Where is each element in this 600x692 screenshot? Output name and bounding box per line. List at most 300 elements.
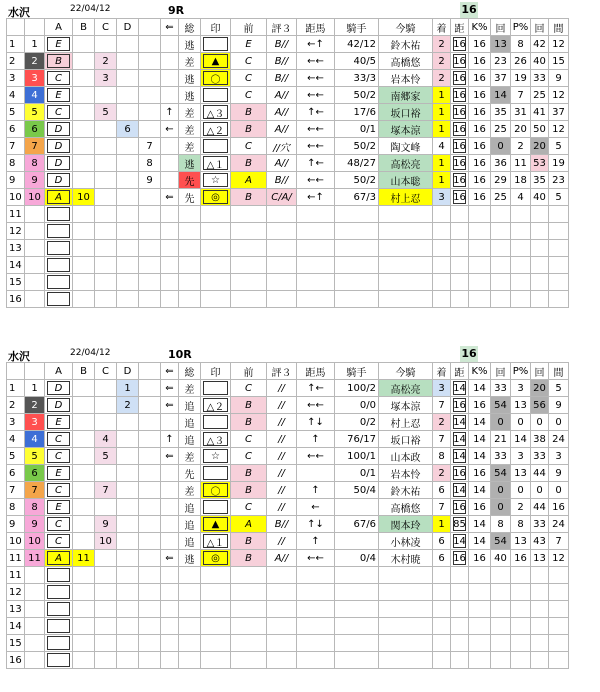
empty-cell	[201, 567, 231, 584]
jockey-cell: 山本聡	[379, 172, 433, 189]
empty-cell	[531, 257, 549, 274]
rank-b-cell	[73, 36, 95, 53]
table-row[interactable]	[7, 397, 569, 414]
empty-cell	[231, 206, 267, 223]
arrow-cell	[161, 87, 179, 104]
k-percent-cell: 0	[491, 138, 511, 155]
k-percent-cell: 25	[491, 189, 511, 206]
arrow-cell	[161, 516, 179, 533]
gate-cell: 6	[25, 121, 45, 138]
empty-cell	[511, 635, 531, 652]
empty-cell	[531, 618, 549, 635]
empty-cell	[433, 206, 451, 223]
prev-cell: C	[231, 70, 267, 87]
table-row[interactable]	[7, 533, 569, 550]
empty-cell	[161, 567, 179, 584]
count2-cell: 16	[549, 499, 569, 516]
empty-cell	[117, 291, 139, 308]
gate-cell	[25, 240, 45, 257]
empty-cell	[73, 206, 95, 223]
rank-d-cell	[117, 104, 139, 121]
empty-cell	[297, 567, 335, 584]
distance-horse-cell: ←	[297, 499, 335, 516]
eval-cell: //	[267, 397, 297, 414]
rank-d2-cell	[139, 380, 161, 397]
rank-c-cell: 10	[95, 533, 117, 550]
empty-cell	[201, 618, 231, 635]
prev-cell: B	[231, 465, 267, 482]
p-percent-cell: 33	[531, 516, 549, 533]
empty-cell	[491, 635, 511, 652]
table-row[interactable]	[7, 448, 569, 465]
column-header: 騎手	[335, 363, 379, 380]
row-number: 3	[7, 70, 25, 87]
table-row[interactable]	[7, 172, 569, 189]
count2-cell: 12	[549, 36, 569, 53]
distance-cell: 14	[469, 448, 491, 465]
empty-cell	[511, 223, 531, 240]
distance-label: 16	[461, 347, 477, 360]
gate-cell	[25, 257, 45, 274]
k-percent-cell: 36	[491, 155, 511, 172]
prev-cell: B	[231, 550, 267, 567]
empty-cell	[95, 291, 117, 308]
eval-cell: B//	[267, 172, 297, 189]
gate-cell: 5	[25, 104, 45, 121]
current-ride-cell: 4	[433, 138, 451, 155]
empty-row	[7, 601, 569, 618]
count2-cell: 12	[549, 121, 569, 138]
row-number: 16	[7, 291, 25, 308]
eval-cell: A//	[267, 155, 297, 172]
empty-cell	[379, 618, 433, 635]
distance-cell: 14	[469, 431, 491, 448]
empty-cell	[469, 601, 491, 618]
style-cell: 差	[179, 448, 201, 465]
empty-cell	[95, 274, 117, 291]
column-header: 前	[231, 363, 267, 380]
prev-cell: C	[231, 138, 267, 155]
style-cell: 差	[179, 104, 201, 121]
empty-cell	[161, 618, 179, 635]
finish-value: 14	[453, 382, 466, 394]
empty-cell	[433, 257, 451, 274]
rank-d2-cell	[139, 431, 161, 448]
rank-d-cell	[117, 87, 139, 104]
count-cell: 11	[511, 155, 531, 172]
table-row[interactable]	[7, 465, 569, 482]
table-row[interactable]	[7, 121, 569, 138]
empty-cell	[531, 567, 549, 584]
style-cell: 追	[179, 516, 201, 533]
finish-value: 16	[453, 501, 466, 513]
table-row[interactable]	[7, 104, 569, 121]
empty-cell	[117, 206, 139, 223]
empty-row	[7, 652, 569, 669]
mark-cell	[201, 516, 231, 533]
jockey-score-cell: 100/2	[335, 380, 379, 397]
empty-cell	[139, 223, 161, 240]
rank-c-cell	[95, 172, 117, 189]
empty-cell	[231, 652, 267, 669]
empty-cell	[179, 584, 201, 601]
column-header: 印	[201, 363, 231, 380]
empty-cell	[379, 257, 433, 274]
style-cell: 先	[179, 465, 201, 482]
column-header: C	[95, 363, 117, 380]
current-ride-cell: 8	[433, 448, 451, 465]
empty-row	[7, 223, 569, 240]
rank-b-cell	[73, 397, 95, 414]
empty-cell	[161, 274, 179, 291]
finish-cell	[451, 482, 469, 499]
empty-cell	[95, 240, 117, 257]
row-number: 7	[7, 482, 25, 499]
table-row[interactable]	[7, 155, 569, 172]
gate-cell: 7	[25, 482, 45, 499]
p-percent-cell: 33	[531, 448, 549, 465]
rank-a-cell	[45, 291, 73, 308]
table-row[interactable]	[7, 53, 569, 70]
empty-cell	[201, 601, 231, 618]
arrow-cell	[161, 53, 179, 70]
table-row[interactable]	[7, 482, 569, 499]
empty-cell	[231, 291, 267, 308]
rank-a-cell	[45, 618, 73, 635]
empty-cell	[231, 601, 267, 618]
eval-cell: //	[267, 482, 297, 499]
empty-cell	[95, 584, 117, 601]
empty-cell	[179, 257, 201, 274]
finish-cell	[451, 104, 469, 121]
empty-cell	[95, 223, 117, 240]
finish-value: 14	[453, 484, 466, 496]
rank-a-value: D	[54, 382, 63, 394]
current-ride-cell: 1	[433, 121, 451, 138]
distance-horse-cell: ↑↓	[297, 516, 335, 533]
empty-cell	[531, 652, 549, 669]
column-header: D	[117, 363, 139, 380]
empty-cell	[531, 240, 549, 257]
empty-cell	[231, 618, 267, 635]
p-percent-cell: 13	[531, 550, 549, 567]
jockey-cell: 陶文峰	[379, 138, 433, 155]
column-header: 騎手	[335, 19, 379, 36]
table-row[interactable]	[7, 499, 569, 516]
table-row[interactable]	[7, 36, 569, 53]
rank-a-cell	[45, 584, 73, 601]
k-percent-cell: 40	[491, 550, 511, 567]
arrow-cell	[161, 172, 179, 189]
mark-cell	[201, 104, 231, 121]
rank-d2-cell	[139, 482, 161, 499]
empty-cell	[267, 652, 297, 669]
empty-cell	[73, 618, 95, 635]
empty-cell	[139, 291, 161, 308]
style-cell: 先	[179, 172, 201, 189]
finish-value: 16	[453, 467, 466, 479]
rank-a-value: C	[55, 484, 62, 496]
eval-cell: //	[267, 380, 297, 397]
empty-cell	[179, 206, 201, 223]
rank-a-cell	[45, 155, 73, 172]
eval-cell: A//	[267, 104, 297, 121]
jockey-cell: 岩本怜	[379, 70, 433, 87]
rank-d2-cell	[139, 87, 161, 104]
finish-cell	[451, 121, 469, 138]
rank-b-cell	[73, 138, 95, 155]
count-cell: 0	[511, 414, 531, 431]
gate-cell	[25, 206, 45, 223]
p-percent-cell: 0	[531, 414, 549, 431]
table-row[interactable]	[7, 87, 569, 104]
rank-a-value: A	[55, 191, 62, 203]
rank-a-value: C	[55, 433, 62, 445]
empty-cell	[95, 601, 117, 618]
arrow-cell	[161, 414, 179, 431]
style-cell: 差	[179, 482, 201, 499]
finish-value: 16	[453, 191, 466, 203]
empty-cell	[117, 601, 139, 618]
empty-cell	[433, 240, 451, 257]
p-percent-cell: 35	[531, 172, 549, 189]
mark-cell	[201, 533, 231, 550]
jockey-score-cell: 50/2	[335, 87, 379, 104]
race-block-10r	[6, 346, 596, 669]
rank-d-cell	[117, 431, 139, 448]
count-cell: 4	[511, 189, 531, 206]
empty-cell	[161, 291, 179, 308]
mark-value: ☆	[211, 174, 220, 186]
p-percent-cell: 50	[531, 121, 549, 138]
k-percent-cell: 37	[491, 70, 511, 87]
empty-cell	[95, 652, 117, 669]
empty-cell	[451, 652, 469, 669]
rank-c-cell: 9	[95, 516, 117, 533]
empty-cell	[335, 601, 379, 618]
rank-a-value: D	[54, 174, 63, 186]
arrow-cell: ⇐	[161, 189, 179, 206]
count-cell: 8	[511, 516, 531, 533]
p-percent-cell: 41	[531, 104, 549, 121]
empty-row	[7, 618, 569, 635]
row-number: 4	[7, 431, 25, 448]
table-row[interactable]	[7, 189, 569, 206]
rank-c-cell	[95, 550, 117, 567]
table-row[interactable]	[7, 516, 569, 533]
arrow-cell	[161, 465, 179, 482]
k-percent-cell: 35	[491, 104, 511, 121]
prev-cell: B	[231, 155, 267, 172]
column-header: B	[73, 363, 95, 380]
arrow-cell	[161, 155, 179, 172]
empty-cell	[531, 584, 549, 601]
count-cell: 0	[511, 482, 531, 499]
jockey-cell: 鈴木祐	[379, 36, 433, 53]
count2-cell: 7	[549, 533, 569, 550]
current-ride-cell: 6	[433, 550, 451, 567]
empty-cell	[433, 223, 451, 240]
rank-d2-cell	[139, 70, 161, 87]
empty-cell	[267, 601, 297, 618]
rank-a-value: C	[55, 106, 62, 118]
empty-cell	[335, 223, 379, 240]
rank-c-cell: 3	[95, 70, 117, 87]
jockey-score-cell	[335, 499, 379, 516]
table-row[interactable]	[7, 138, 569, 155]
prev-cell: B	[231, 189, 267, 206]
distance-cell: 14	[469, 380, 491, 397]
rank-a-value: D	[54, 140, 63, 152]
jockey-score-cell: 50/2	[335, 172, 379, 189]
prev-cell: B	[231, 482, 267, 499]
row-number: 12	[7, 584, 25, 601]
table-row[interactable]	[7, 380, 569, 397]
empty-row	[7, 257, 569, 274]
arrow-cell: ↑	[161, 431, 179, 448]
column-header: 回	[491, 363, 511, 380]
rank-a-value: A	[55, 552, 62, 564]
rank-d2-cell	[139, 189, 161, 206]
empty-cell	[267, 618, 297, 635]
prev-cell: C	[231, 431, 267, 448]
mark-cell	[201, 87, 231, 104]
finish-cell	[451, 533, 469, 550]
prev-cell: B	[231, 397, 267, 414]
mark-value: ☆	[211, 450, 220, 462]
count-cell: 8	[511, 36, 531, 53]
distance-horse-cell: ←←	[297, 121, 335, 138]
distance-horse-cell: ←←	[297, 70, 335, 87]
column-header: A	[45, 363, 73, 380]
current-ride-cell: 1	[433, 516, 451, 533]
column-header: 回	[491, 19, 511, 36]
row-number: 14	[7, 618, 25, 635]
empty-cell	[139, 652, 161, 669]
empty-cell	[117, 223, 139, 240]
rank-d2-cell	[139, 550, 161, 567]
jockey-cell: 高松亮	[379, 380, 433, 397]
rank-d-cell: 6	[117, 121, 139, 138]
finish-value: 16	[453, 157, 466, 169]
eval-cell: //	[267, 499, 297, 516]
k-percent-cell: 8	[491, 516, 511, 533]
rank-a-value: E	[55, 467, 62, 479]
k-percent-cell: 33	[491, 380, 511, 397]
rank-d2-cell: 7	[139, 138, 161, 155]
rank-a-cell	[45, 516, 73, 533]
empty-cell	[95, 635, 117, 652]
rank-d2-cell: 9	[139, 172, 161, 189]
empty-cell	[179, 240, 201, 257]
empty-cell	[511, 257, 531, 274]
rank-a-cell	[45, 121, 73, 138]
empty-cell	[231, 240, 267, 257]
count2-cell: 15	[549, 53, 569, 70]
rank-c-cell	[95, 138, 117, 155]
gate-cell	[25, 567, 45, 584]
table-row[interactable]	[7, 431, 569, 448]
finish-cell	[451, 70, 469, 87]
jockey-score-cell: 0/1	[335, 465, 379, 482]
rank-d-cell	[117, 499, 139, 516]
empty-cell	[117, 635, 139, 652]
prev-cell: C	[231, 53, 267, 70]
empty-cell	[179, 223, 201, 240]
rank-a-cell	[45, 380, 73, 397]
gate-cell	[25, 291, 45, 308]
race-table	[6, 362, 569, 669]
empty-cell	[433, 567, 451, 584]
empty-cell	[451, 274, 469, 291]
finish-value: 16	[453, 123, 466, 135]
rank-a-value: D	[54, 157, 63, 169]
empty-cell	[297, 652, 335, 669]
rank-a-cell	[45, 53, 73, 70]
empty-cell	[469, 618, 491, 635]
finish-value: 16	[453, 89, 466, 101]
rank-d-cell	[117, 53, 139, 70]
mark-cell	[201, 414, 231, 431]
row-number: 9	[7, 172, 25, 189]
column-header: 評３	[267, 19, 297, 36]
empty-cell	[201, 257, 231, 274]
eval-cell: //	[267, 448, 297, 465]
p-percent-cell: 53	[531, 155, 549, 172]
date-label: 22/04/12	[70, 4, 111, 14]
jockey-score-cell: 0/0	[335, 397, 379, 414]
style-cell: 差	[179, 138, 201, 155]
empty-cell	[161, 652, 179, 669]
empty-cell	[73, 601, 95, 618]
current-ride-cell: 2	[433, 465, 451, 482]
rank-b-cell	[73, 482, 95, 499]
rank-c-cell: 7	[95, 482, 117, 499]
eval-cell: //	[267, 533, 297, 550]
rank-b-cell	[73, 499, 95, 516]
empty-cell	[231, 274, 267, 291]
finish-cell	[451, 414, 469, 431]
distance-cell: 16	[469, 87, 491, 104]
column-header	[25, 363, 45, 380]
k-percent-cell: 0	[491, 499, 511, 516]
mark-value: ◎	[211, 191, 220, 203]
finish-cell	[451, 465, 469, 482]
jockey-cell: 高松亮	[379, 155, 433, 172]
finish-cell	[451, 189, 469, 206]
column-header: 総	[179, 363, 201, 380]
table-row[interactable]	[7, 414, 569, 431]
rank-c-cell: 5	[95, 104, 117, 121]
count2-cell: 12	[549, 550, 569, 567]
empty-row	[7, 274, 569, 291]
empty-cell	[451, 601, 469, 618]
empty-cell	[335, 206, 379, 223]
empty-cell	[201, 584, 231, 601]
empty-cell	[491, 567, 511, 584]
gate-cell: 9	[25, 172, 45, 189]
style-cell: 追	[179, 431, 201, 448]
eval-cell: B//	[267, 70, 297, 87]
empty-cell	[267, 206, 297, 223]
table-row[interactable]	[7, 550, 569, 567]
empty-cell	[491, 240, 511, 257]
empty-cell	[549, 652, 569, 669]
rank-d2-cell	[139, 397, 161, 414]
rank-c-cell	[95, 155, 117, 172]
jockey-cell: 坂口裕	[379, 431, 433, 448]
table-row[interactable]	[7, 70, 569, 87]
